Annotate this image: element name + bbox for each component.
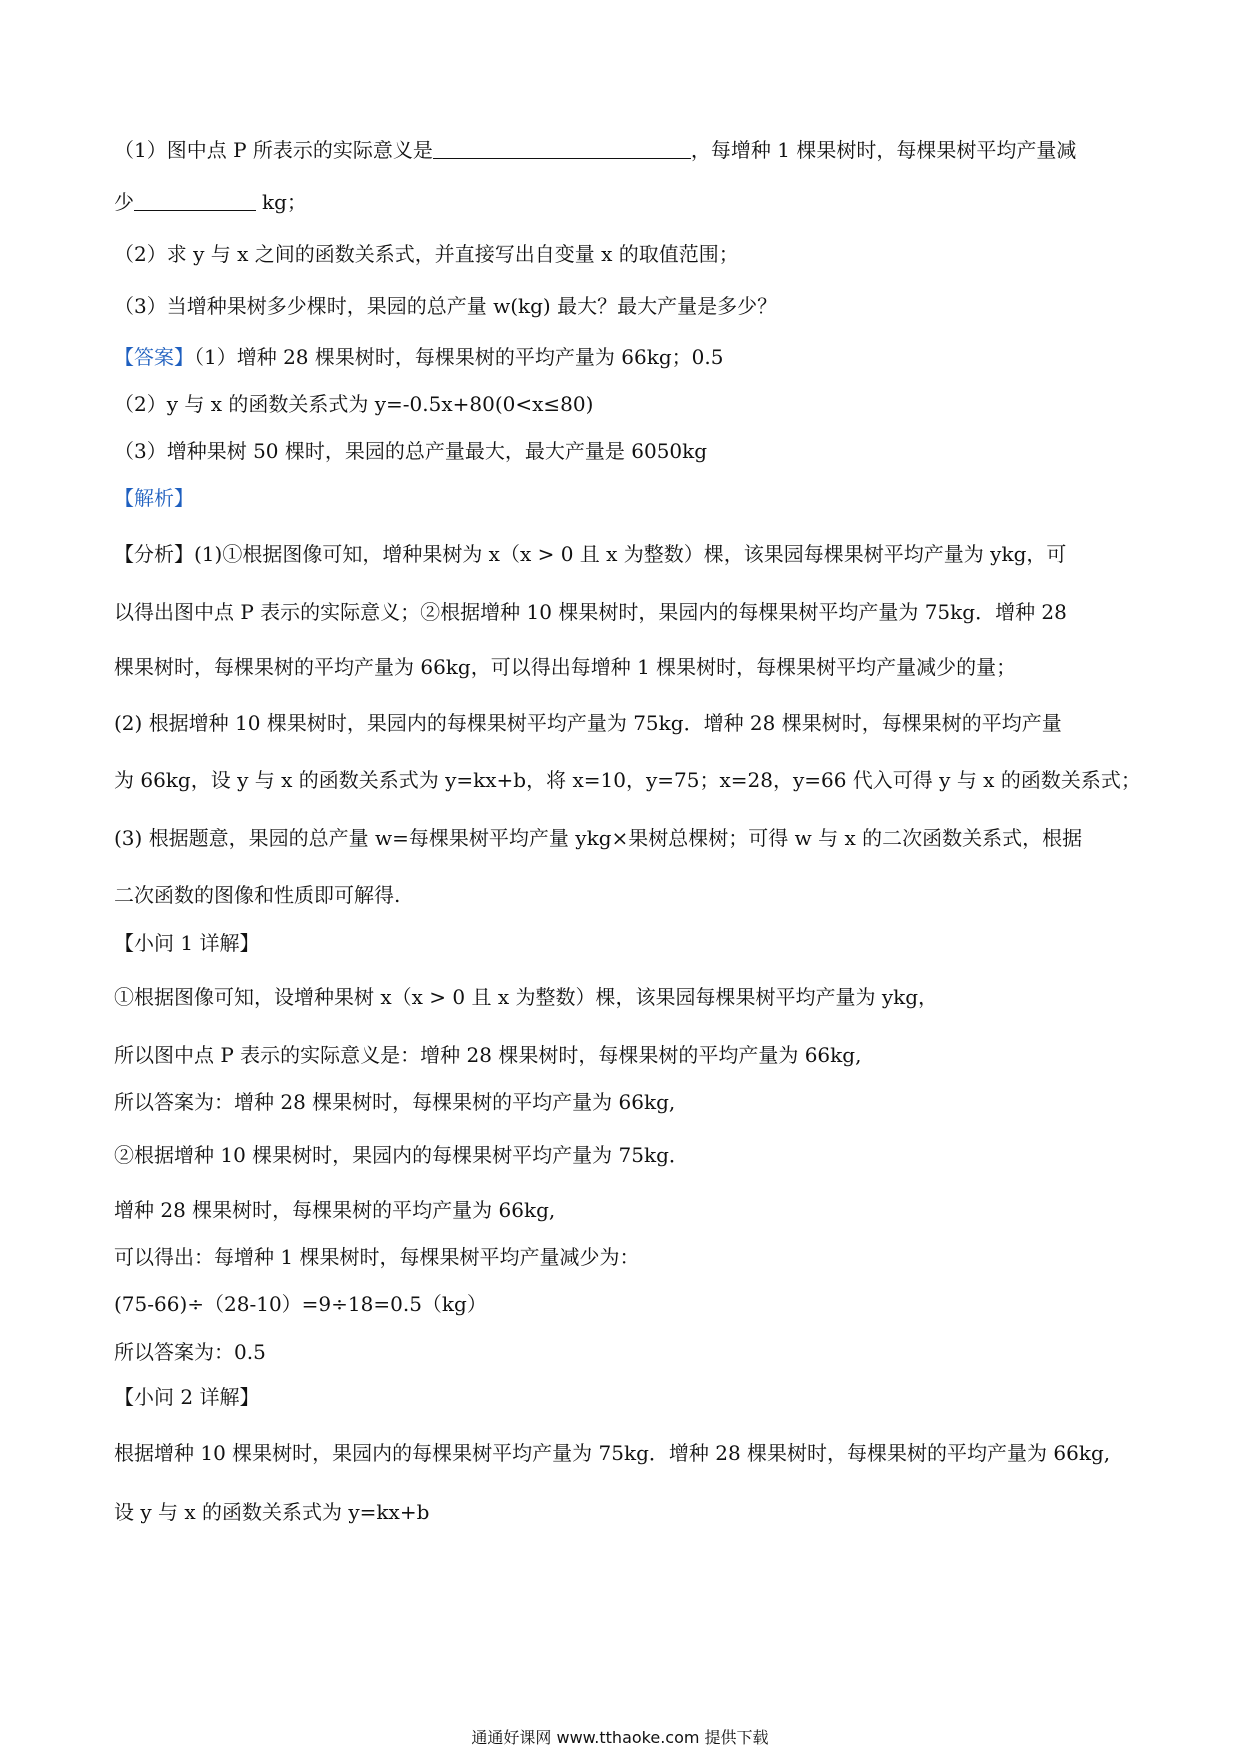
answer-1: （1）增种 28 棵果树时，每棵果树的平均产量为 66kg；0.5 bbox=[194, 345, 724, 369]
answer-tag: 【答案】 bbox=[114, 345, 194, 369]
answer-blank-1 bbox=[433, 138, 691, 159]
detail-1-line-5: 增种 28 棵果树时，每棵果树的平均产量为 66kg, bbox=[114, 1198, 556, 1222]
detail-1-line-8: 所以答案为：0.5 bbox=[114, 1340, 266, 1364]
question-3: （3）当增种果树多少棵时，果园的总产量 w(kg) 最大？最大产量是多少？ bbox=[114, 294, 778, 318]
detail-2-title: 【小问 2 详解】 bbox=[114, 1385, 260, 1409]
question-2: （2）求 y 与 x 之间的函数关系式，并直接写出自变量 x 的取值范围； bbox=[114, 242, 739, 266]
fenxi-line-2: 以得出图中点 P 表示的实际意义；②根据增种 10 棵果树时，果园内的每棵果树平均产量为 75kg．增种 28 bbox=[114, 600, 1067, 624]
q1-part-c: 少 bbox=[114, 190, 134, 214]
answer-2: （2）y 与 x 的函数关系式为 y=-0.5x+80(0<x≤80) bbox=[114, 392, 594, 416]
page-footer: 通通好课网 www.tthaoke.com 提供下载 bbox=[471, 1728, 769, 1747]
fenxi-line-4: (2) 根据增种 10 棵果树时，果园内的每棵果树平均产量为 75kg．增种 28 棵果树时，每棵果树的平均产量 bbox=[114, 711, 1062, 735]
question-1-line-2 bbox=[114, 188, 1134, 216]
analysis-tag: 【解析】 bbox=[114, 486, 194, 510]
detail-1-line-3: 所以答案为：增种 28 棵果树时，每棵果树的平均产量为 66kg, bbox=[114, 1090, 676, 1114]
detail-2-line-2: 设 y 与 x 的函数关系式为 y=kx+b bbox=[114, 1500, 430, 1524]
fenxi-line-7: 二次函数的图像和性质即可解得. bbox=[114, 883, 401, 907]
detail-1-line-6: 可以得出：每增种 1 棵果树时，每棵果树平均产量减少为： bbox=[114, 1245, 640, 1269]
answer-line-1 bbox=[114, 343, 1134, 371]
detail-1-title: 【小问 1 详解】 bbox=[114, 931, 260, 955]
detail-2-line-1: 根据增种 10 棵果树时，果园内的每棵果树平均产量为 75kg．增种 28 棵果树时，每棵果树的平均产量为 66kg, bbox=[114, 1441, 1111, 1465]
question-1-line-1 bbox=[114, 136, 1134, 164]
fenxi-line-6: (3) 根据题意，果园的总产量 w=每棵果树平均产量 ykg×果树总棵树；可得 w 与 x 的二次函数关系式，根据 bbox=[114, 826, 1083, 850]
answer-3: （3）增种果树 50 棵时，果园的总产量最大，最大产量是 6050kg bbox=[114, 439, 708, 463]
fenxi-line-3: 棵果树时，每棵果树的平均产量为 66kg，可以得出每增种 1 棵果树时，每棵果树平均产量减少的量； bbox=[114, 655, 1017, 679]
fenxi-line-5: 为 66kg，设 y 与 x 的函数关系式为 y=kx+b，将 x=10，y=75；x=28，y=66 代入可得 y 与 x 的函数关系式； bbox=[114, 768, 1141, 792]
detail-1-line-2: 所以图中点 P 表示的实际意义是：增种 28 棵果树时，每棵果树的平均产量为 66kg, bbox=[114, 1043, 862, 1067]
q1-part-b: ，每增种 1 棵果树时，每棵果树平均产量减 bbox=[690, 138, 1077, 162]
q1-part-a: （1）图中点 P 所表示的实际意义是 bbox=[114, 138, 433, 162]
detail-1-line-1: ①根据图像可知，设增种果树 x（x > 0 且 x 为整数）棵，该果园每棵果树平均产量为 ykg， bbox=[114, 985, 939, 1009]
q1-part-d: kg； bbox=[262, 190, 307, 214]
answer-blank-2 bbox=[134, 190, 256, 211]
detail-1-line-4: ②根据增种 10 棵果树时，果园内的每棵果树平均产量为 75kg． bbox=[114, 1143, 689, 1167]
detail-1-line-7: (75-66)÷（28-10）=9÷18=0.5（kg） bbox=[114, 1292, 487, 1316]
fenxi-line-1: 【分析】(1)①根据图像可知，增种果树为 x（x > 0 且 x 为整数）棵，该果园每棵果树平均产量为 ykg，可 bbox=[114, 542, 1067, 566]
